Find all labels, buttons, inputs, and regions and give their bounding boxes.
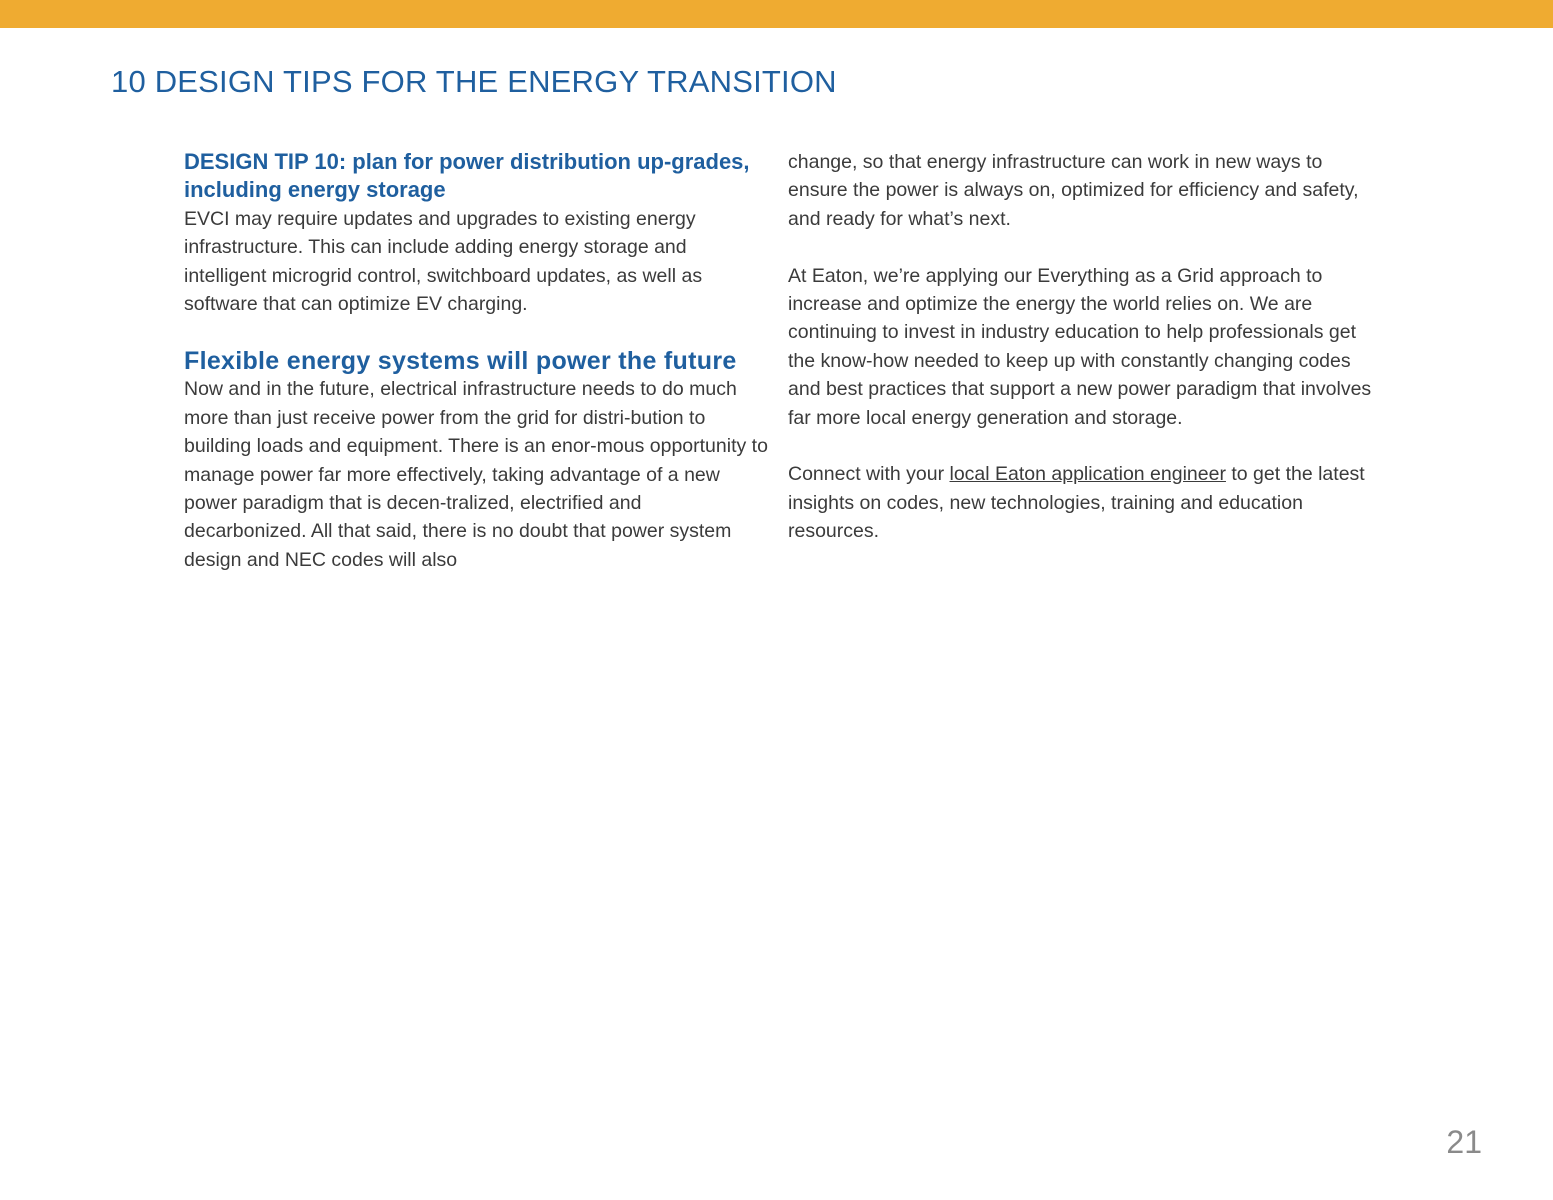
connect-paragraph	[788, 460, 1373, 545]
section-body: Now and in the future, electrical infrastructure needs to do much more than just receive power from the grid for distri-bution to building loads and equipment. There is an enor-mous opportunity to manage power far more effectively, taking advantage of a new power paradigm that is decen-tralized, electrified and decarbonized. All that said, there is no doubt that power system design and NEC codes will also	[184, 378, 768, 571]
page-title: 10 DESIGN TIPS FOR THE ENERGY TRANSITION	[111, 64, 837, 99]
left-column	[184, 148, 769, 574]
section-heading: Flexible energy systems will power the future	[184, 347, 737, 376]
right-column	[788, 148, 1373, 546]
design-tip-body: EVCI may require updates and upgrades to existing energy infrastructure. This can include adding energy storage and intelligent microgrid control, switchboard updates, as well as software that can optimize EV charging.	[184, 207, 703, 316]
top-accent-bar	[0, 0, 1553, 28]
design-tip-heading: DESIGN TIP 10: plan for power distribution up-grades, including energy storage	[184, 149, 750, 203]
eaton-paragraph: At Eaton, we’re applying our Everything as a Grid approach to increase and optimize the energy the world relies on. We are continuing to invest in industry education to help professionals get the know-how needed to keep up with constantly changing codes and best practices that support a new power paradigm that involves far more local energy generation and storage.	[788, 264, 1372, 429]
continuation-paragraph: change, so that energy infrastructure can work in new ways to ensure the power is always on, optimized for efficiency and safety, and ready for what’s next.	[788, 151, 1359, 230]
connect-prefix: Connect with your	[788, 463, 950, 486]
connect-suffix: to get the latest insights on codes, new technologies, training and education resources.	[788, 463, 1365, 543]
eaton-engineer-link[interactable]: local Eaton application engineer	[949, 463, 1226, 486]
page-number: 21	[1446, 1124, 1482, 1160]
